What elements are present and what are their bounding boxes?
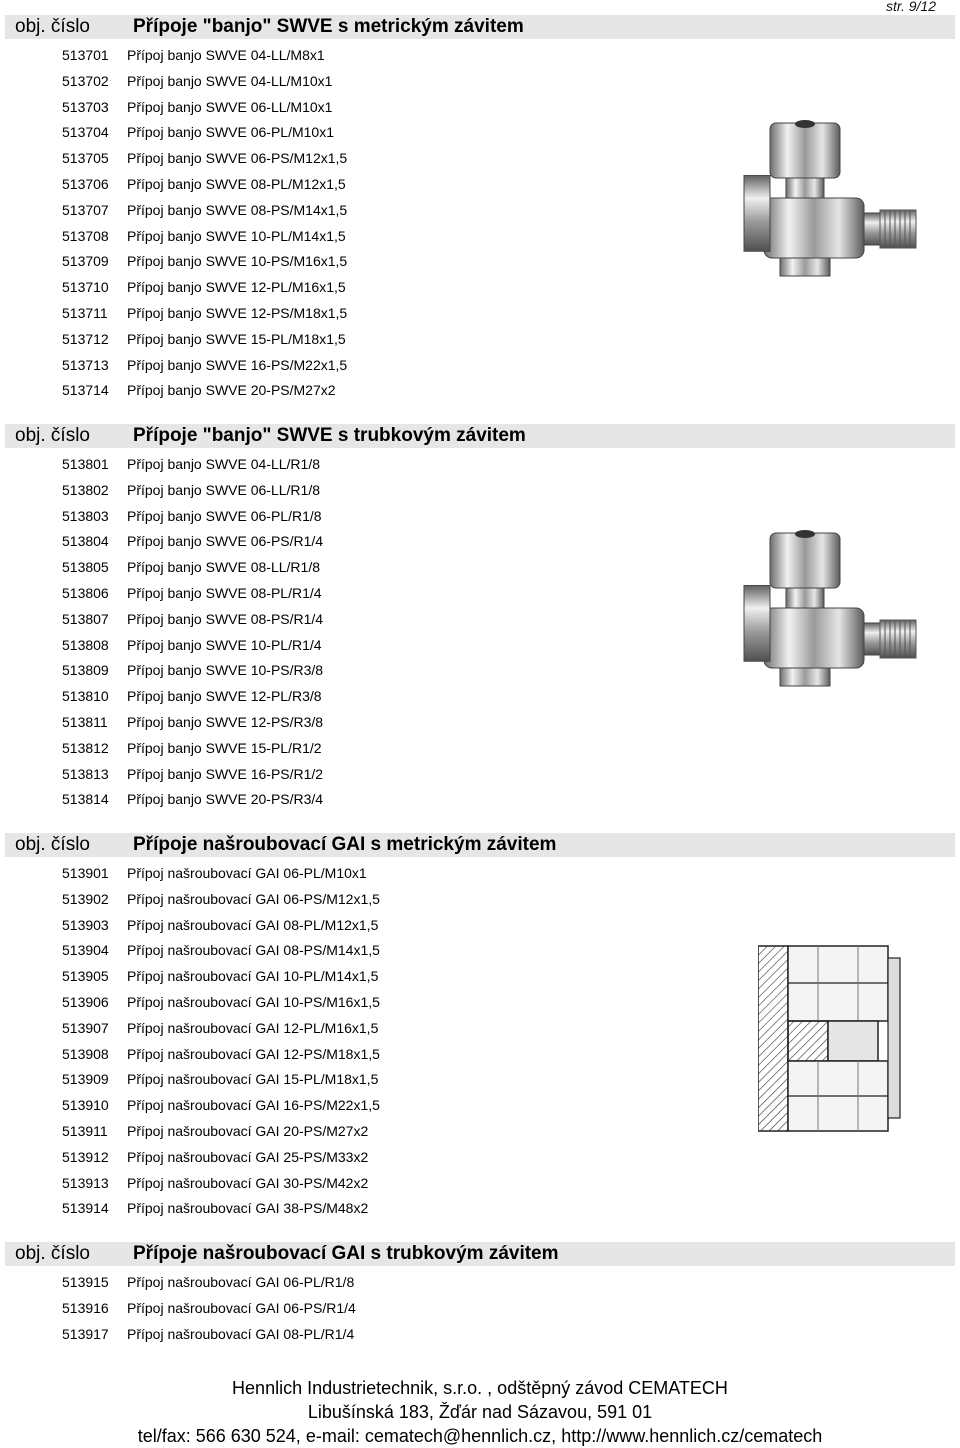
list-item: [0, 683, 700, 709]
list-item: [0, 1295, 700, 1321]
item-name: Přípoj banjo SWVE 08-PS/R1/4: [127, 610, 324, 627]
item-code: 513705: [62, 150, 109, 167]
item-code: 513911: [62, 1123, 108, 1139]
item-code: 513813: [62, 765, 109, 782]
item-name: Přípoj našroubovací GAI 10-PS/M16x1,5: [127, 994, 380, 1010]
item-name: Přípoj našroubovací GAI 15-PL/M18x1,5: [127, 1071, 379, 1088]
list-item: [0, 860, 700, 886]
item-code: 513809: [62, 662, 109, 679]
list-item: [0, 223, 700, 249]
item-name: Přípoj našroubovací GAI 08-PL/M12x1,5: [127, 916, 379, 933]
list-item: [0, 1118, 700, 1144]
list-item: [0, 171, 700, 197]
banjo-fitting-icon: [740, 118, 920, 303]
item-code: 513702: [62, 72, 109, 89]
item-name: Přípoj našroubovací GAI 38-PS/M48x2: [127, 1200, 369, 1217]
list-item: [0, 1269, 700, 1295]
list-item: [0, 1015, 700, 1041]
item-name: Přípoj banjo SWVE 04-LL/M8x1: [127, 47, 325, 63]
list-item: [0, 477, 700, 503]
item-code: 513811: [62, 714, 108, 730]
item-code: 513914: [62, 1200, 109, 1217]
column-header-code: obj. číslo: [15, 1243, 90, 1264]
item-name: Přípoj banjo SWVE 06-PL/R1/8: [127, 507, 322, 524]
section-title: Přípoje "banjo" SWVE s trubkovým závitem: [133, 425, 526, 446]
item-name: Přípoj banjo SWVE 16-PS/R1/2: [127, 765, 324, 782]
item-code: 513801: [62, 456, 109, 472]
item-code: 513701: [62, 47, 109, 63]
list-item: [0, 528, 700, 554]
list-item: [0, 145, 700, 171]
item-name: Přípoj banjo SWVE 12-PS/M18x1,5: [127, 305, 348, 321]
footer-line-3: tel/fax: 566 630 524, e-mail: cematech@hennlich.cz, http://www.hennlich.cz/cematech: [137, 1426, 823, 1446]
item-code: 513709: [62, 253, 109, 270]
item-name: Přípoj banjo SWVE 15-PL/M18x1,5: [127, 330, 346, 347]
list-item: [0, 1321, 700, 1347]
item-name: Přípoj našroubovací GAI 16-PS/M22x1,5: [127, 1097, 380, 1114]
list-item: [0, 300, 700, 326]
item-code: 513806: [62, 585, 109, 601]
item-code: 513803: [62, 507, 109, 524]
item-code: 513713: [62, 356, 109, 373]
item-name: Přípoj našroubovací GAI 06-PS/R1/4: [127, 1299, 356, 1316]
item-name: Přípoj banjo SWVE 15-PL/R1/2: [127, 739, 322, 756]
list-item: [0, 377, 700, 403]
item-code: 513902: [62, 890, 109, 907]
item-name: Přípoj banjo SWVE 08-PL/R1/4: [127, 585, 322, 601]
list-item: [0, 912, 700, 938]
list-item: [0, 352, 700, 378]
item-name: Přípoj banjo SWVE 10-PL/R1/4: [127, 636, 322, 653]
page-number: str. 9/12: [885, 0, 936, 14]
item-code: 513917: [62, 1325, 109, 1342]
list-item: [0, 42, 700, 68]
list-item: [0, 1066, 700, 1092]
item-name: Přípoj banjo SWVE 10-PS/R3/8: [127, 662, 324, 679]
column-header-code: obj. číslo: [15, 425, 90, 446]
item-name: Přípoj banjo SWVE 16-PS/M22x1,5: [127, 356, 348, 373]
item-name: Přípoj banjo SWVE 04-LL/M10x1: [127, 72, 333, 89]
item-name: Přípoj našroubovací GAI 12-PS/M18x1,5: [127, 1045, 380, 1062]
item-name: Přípoj banjo SWVE 04-LL/R1/8: [127, 456, 320, 472]
list-item: [0, 580, 700, 606]
item-code: 513905: [62, 968, 109, 985]
item-code: 513707: [62, 201, 109, 218]
section-title: Přípoje našroubovací GAI s metrickým závitem: [133, 834, 557, 855]
item-name: Přípoj našroubovací GAI 30-PS/M42x2: [127, 1174, 369, 1191]
item-code: 513912: [62, 1148, 109, 1165]
item-code: 513804: [62, 533, 109, 550]
item-name: Přípoj banjo SWVE 20-PS/M27x2: [127, 382, 336, 399]
list-item: [0, 1041, 700, 1067]
list-item: [0, 632, 700, 658]
item-name: Přípoj našroubovací GAI 20-PS/M27x2: [127, 1123, 369, 1139]
list-item: [0, 1195, 700, 1221]
banjo-fitting-icon: [740, 528, 920, 713]
list-item: [0, 709, 700, 735]
item-name: Přípoj našroubovací GAI 08-PS/M14x1,5: [127, 942, 380, 959]
item-name: Přípoj našroubovací GAI 06-PS/M12x1,5: [127, 890, 380, 907]
item-code: 513711: [62, 305, 108, 321]
item-code: 513812: [62, 739, 109, 756]
item-name: Přípoj banjo SWVE 08-LL/R1/8: [127, 559, 320, 576]
list-item: [0, 68, 700, 94]
list-item: [0, 886, 700, 912]
item-code: 513916: [62, 1299, 109, 1316]
item-code: 513807: [62, 610, 109, 627]
item-name: Přípoj banjo SWVE 12-PS/R3/8: [127, 714, 324, 730]
item-code: 513909: [62, 1071, 109, 1088]
item-name: Přípoj banjo SWVE 10-PL/M14x1,5: [127, 227, 346, 244]
item-code: 513910: [62, 1097, 109, 1114]
list-item: [0, 1092, 700, 1118]
list-item: [0, 326, 700, 352]
item-code: 513903: [62, 916, 109, 933]
list-item: [0, 451, 700, 477]
column-header-code: obj. číslo: [15, 834, 90, 855]
item-name: Přípoj banjo SWVE 08-PS/M14x1,5: [127, 201, 348, 218]
list-item: [0, 503, 700, 529]
item-code: 513704: [62, 124, 109, 141]
section-title: Přípoje našroubovací GAI s trubkovým závitem: [133, 1243, 559, 1264]
item-code: 513906: [62, 994, 109, 1010]
list-item: [0, 248, 700, 274]
item-code: 513712: [62, 330, 109, 347]
footer-line-1: Hennlich Industrietechnik, s.r.o. , odštěpný závod CEMATECH: [232, 1378, 728, 1398]
section-header: [5, 15, 955, 39]
list-item: [0, 657, 700, 683]
item-code: 513714: [62, 382, 109, 399]
item-code: 513913: [62, 1174, 109, 1191]
footer-line-2: Libušínská 183, Žďár nad Sázavou, 591 01: [307, 1402, 653, 1422]
list-item: [0, 554, 700, 580]
item-code: 513915: [62, 1274, 109, 1290]
list-item: [0, 735, 700, 761]
section-header: [5, 1242, 955, 1266]
item-code: 513802: [62, 481, 109, 498]
item-code: 513706: [62, 176, 109, 192]
list-item: [0, 1144, 700, 1170]
list-item: [0, 606, 700, 632]
list-item: [0, 94, 700, 120]
list-item: [0, 274, 700, 300]
list-item: [0, 989, 700, 1015]
item-name: Přípoj banjo SWVE 06-PL/M10x1: [127, 124, 334, 141]
section-title: Přípoje "banjo" SWVE s metrickým závitem: [133, 16, 524, 37]
item-name: Přípoj našroubovací GAI 06-PL/M10x1: [127, 865, 367, 881]
item-code: 513808: [62, 636, 109, 653]
item-code: 513810: [62, 688, 109, 705]
item-name: Přípoj našroubovací GAI 08-PL/R1/4: [127, 1325, 355, 1342]
list-item: [0, 197, 700, 223]
item-name: Přípoj banjo SWVE 06-LL/R1/8: [127, 481, 320, 498]
item-name: Přípoj banjo SWVE 20-PS/R3/4: [127, 791, 324, 808]
item-name: Přípoj banjo SWVE 06-PS/M12x1,5: [127, 150, 348, 167]
item-name: Přípoj banjo SWVE 10-PS/M16x1,5: [127, 253, 348, 270]
item-name: Přípoj banjo SWVE 08-PL/M12x1,5: [127, 176, 346, 192]
item-code: 513708: [62, 227, 109, 244]
list-item: [0, 119, 700, 145]
item-code: 513907: [62, 1019, 109, 1036]
item-name: Přípoj našroubovací GAI 06-PL/R1/8: [127, 1274, 355, 1290]
list-item: [0, 963, 700, 989]
gai-fitting-cross-section-icon: [758, 938, 918, 1138]
item-name: Přípoj banjo SWVE 12-PL/R3/8: [127, 688, 322, 705]
item-name: Přípoj banjo SWVE 06-PS/R1/4: [127, 533, 324, 550]
list-item: [0, 786, 700, 812]
list-item: [0, 761, 700, 787]
item-code: 513703: [62, 98, 109, 115]
section-header: [5, 424, 955, 448]
item-code: 513901: [62, 865, 109, 881]
item-code: 513710: [62, 279, 109, 296]
item-code: 513904: [62, 942, 109, 959]
item-name: Přípoj našroubovací GAI 25-PS/M33x2: [127, 1148, 369, 1165]
section-header: [5, 833, 955, 857]
item-code: 513805: [62, 559, 109, 576]
list-item: [0, 1170, 700, 1196]
list-item: [0, 937, 700, 963]
item-name: Přípoj našroubovací GAI 10-PL/M14x1,5: [127, 968, 379, 985]
item-name: Přípoj našroubovací GAI 12-PL/M16x1,5: [127, 1019, 379, 1036]
item-name: Přípoj banjo SWVE 12-PL/M16x1,5: [127, 279, 346, 296]
item-code: 513908: [62, 1045, 109, 1062]
column-header-code: obj. číslo: [15, 16, 90, 37]
item-code: 513814: [62, 791, 109, 808]
item-name: Přípoj banjo SWVE 06-LL/M10x1: [127, 98, 333, 115]
